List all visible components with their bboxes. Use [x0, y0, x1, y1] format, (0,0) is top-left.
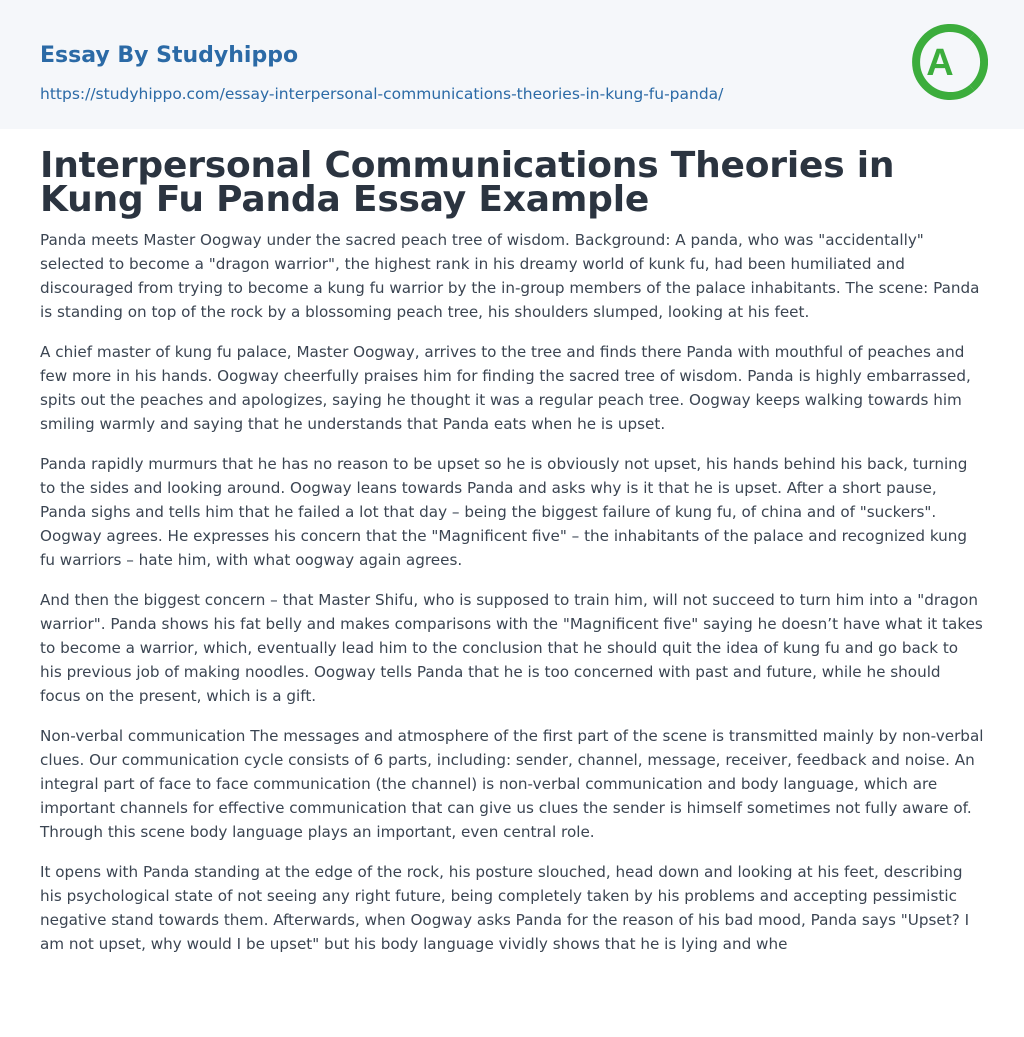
article-paragraph: A chief master of kung fu palace, Master Oogway, arrives to the tree and finds there Panda with mouthful of peaches and few more in his hands. Oogway cheerfully praises him for finding the sacred tree of wisdom. Panda is highly embarrassed, spits out the peaches and apologizes, saying he thought it was a regular peach tree. Oogway keeps walking towards him smiling warmly and saying that he understands that Panda eats when he is upset. — [40, 343, 971, 433]
article-paragraph: It opens with Panda standing at the edge of the rock, his posture slouched, head down and looking at his feet, describing his psychological state of not seeing any right future, being completely taken by his problems and accepting pessimistic negative stand towards them. Afterwards, when Oogway asks Panda for the reason of his bad mood, Panda says "Upset? I am not upset, why would I be upset" but his body language vividly shows that he is lying and whe — [40, 863, 970, 953]
logo-letter: A — [926, 42, 954, 84]
essay-url-link[interactable]: https://studyhippo.com/essay-interpersonal-communications-theories-in-kung-fu-panda/ — [40, 85, 724, 103]
article-paragraph: Non-verbal communication The messages and atmosphere of the first part of the scene is transmitted mainly by non-verbal clues. Our communication cycle consists of 6 parts, including: sender, channel, message, receiver, feedback and noise. An integral part of face to face communication (the channel) is non-verbal communication and body language, which are important channels for effective communication that can give us clues the sender is himself sometimes not fully aware of. Through this scene body language plays an important, even central role. — [40, 727, 984, 841]
studyhippo-logo-icon[interactable] — [912, 18, 988, 106]
site-header — [0, 0, 1024, 129]
article-paragraph: And then the biggest concern – that Master Shifu, who is supposed to train him, will not succeed to turn him into a "dragon warrior". Panda shows his fat belly and makes comparisons with the "Magnificent five" saying he doesn’t have what it takes to become a warrior, which, eventually lead him to the conclusion that he should quit the idea of kung fu and go back to his previous job of making noodles. Oogway tells Panda that he is too concerned with past and future, while he should focus on the present, which is a gift. — [40, 591, 983, 705]
article-title: Interpersonal Communications Theories in Kung Fu Panda Essay Example — [40, 145, 895, 220]
site-brand[interactable]: Essay By Studyhippo — [40, 43, 299, 68]
article — [0, 129, 1024, 956]
article-paragraph: Panda rapidly murmurs that he has no reason to be upset so he is obviously not upset, his hands behind his back, turning to the sides and looking around. Oogway leans towards Panda and asks why is it that he is upset. After a short pause, Panda sighs and tells him that he failed a lot that day – being the biggest failure of kung fu, of china and of "suckers". Oogway agrees. He expresses his concern that the "Magnificent five" – the inhabitants of the palace and recognized kung fu warriors – hate him, with what oogway again agrees. — [40, 455, 968, 569]
article-paragraph: Panda meets Master Oogway under the sacred peach tree of wisdom. Background: A panda, who was "accidentally" selected to become a "dragon warrior", the highest rank in his dreamy world of kunk fu, had been humiliated and discouraged from trying to become a kung fu warrior by the in-group members of the palace inhabitants. The scene: Panda is standing on top of the rock by a blossoming peach tree, his shoulders slumped, looking at his feet. — [40, 231, 980, 321]
